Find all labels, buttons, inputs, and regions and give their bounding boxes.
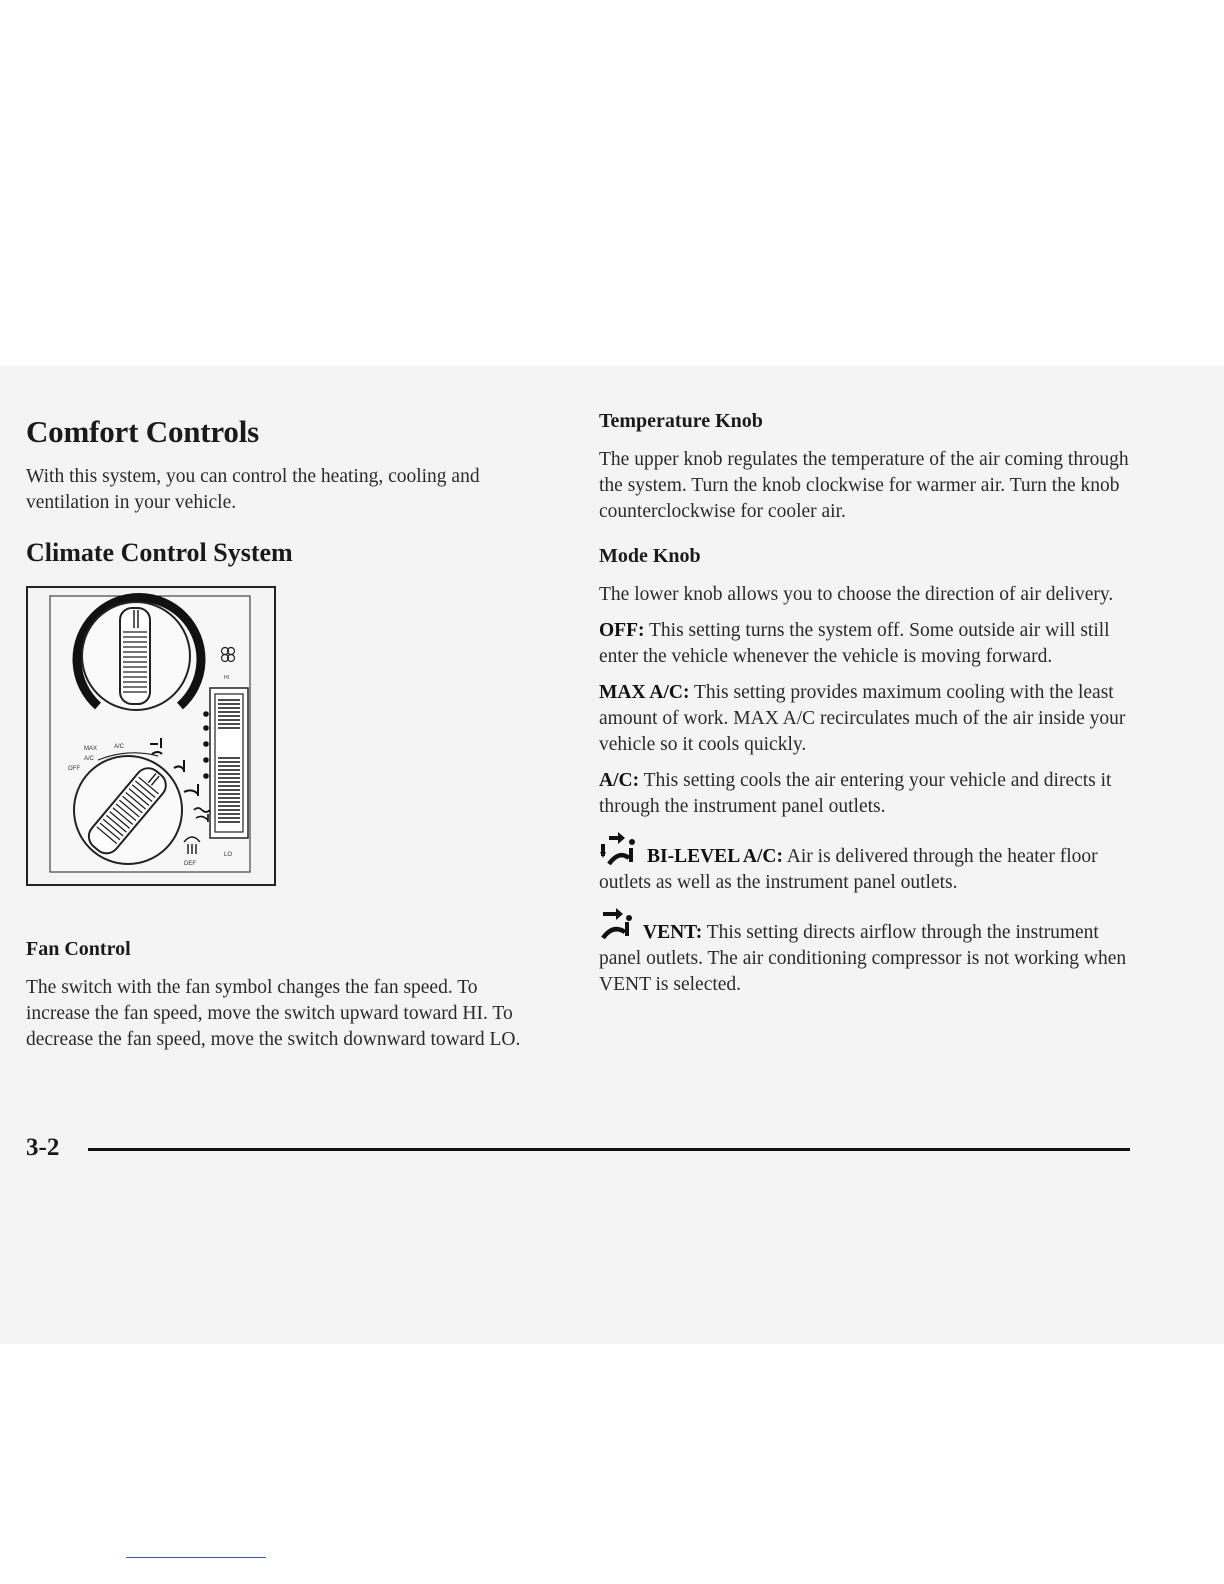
max-ac-term: MAX A/C:: [599, 682, 690, 703]
left-column: [26, 410, 546, 1063]
vent-term: VENT:: [643, 922, 703, 943]
control-panel-illustration: [28, 588, 274, 884]
vent-description: This setting directs airflow through the instrument panel outlets. The air conditioning compressor is not working when VENT is selected.: [599, 922, 1127, 995]
page-footer: [26, 1134, 1130, 1166]
ac-description: This setting cools the air entering your vehicle and directs it through the instrument panel outlets.: [599, 770, 1112, 817]
lo-label: LO: [224, 852, 233, 858]
bilevel-term: BI-LEVEL A/C:: [647, 846, 783, 867]
ac-term: A/C:: [599, 770, 640, 791]
page-number: 3-2: [26, 1134, 60, 1161]
mode-knob-paragraph: The lower knob allows you to choose the direction of air delivery.: [599, 584, 1114, 605]
max-ac-label: A/C: [84, 756, 95, 762]
fan-control-paragraph: The switch with the fan symbol changes the fan speed. To increase the fan speed, move the switch upward toward HI. To decrease the fan speed, move the switch downward toward LO.: [26, 977, 521, 1050]
off-term: OFF:: [599, 620, 645, 641]
bottom-divider: [126, 1557, 266, 1558]
fan-control-heading: Fan Control: [26, 938, 131, 960]
fan-speed-slider: [203, 688, 248, 838]
right-column: [599, 410, 1144, 1008]
off-setting-paragraph: [599, 618, 1144, 670]
def-label: DEF: [184, 861, 196, 867]
bilevel-setting-paragraph: [599, 830, 1144, 896]
bilevel-description: Air is delivered through the heater floor outlets as well as the instrument panel outlets.: [599, 846, 1098, 893]
intro-paragraph: With this system, you can control the heating, cooling and ventilation in your vehicle.: [26, 466, 480, 513]
max-label: MAX: [84, 746, 98, 752]
temperature-knob-grip: [120, 608, 150, 704]
temperature-knob-heading: Temperature Knob: [599, 410, 763, 432]
bilevel-mode-icon: [599, 830, 637, 870]
hi-label: HI: [224, 675, 229, 681]
max-ac-setting-paragraph: [599, 680, 1144, 758]
temperature-knob-paragraph: The upper knob regulates the temperature of the air coming through the system. Turn the knob clockwise for warmer air. Turn the knob counterclockwise for cooler air.: [599, 449, 1129, 522]
climate-control-diagram: [26, 586, 276, 886]
mode-knob-heading: Mode Knob: [599, 545, 701, 567]
page-title: Comfort Controls: [26, 414, 259, 449]
off-description: This setting turns the system off. Some outside air will still enter the vehicle whenever the vehicle is moving forward.: [599, 620, 1110, 667]
vent-setting-paragraph: [599, 906, 1144, 998]
max-ac-description: This setting provides maximum cooling with the least amount of work. MAX A/C recirculates much of the air inside your vehicle so it cools quickly.: [599, 682, 1126, 755]
ac-label: A/C: [114, 744, 125, 750]
footer-rule: [88, 1148, 1130, 1151]
section-title: Climate Control System: [26, 538, 293, 567]
off-label: OFF: [68, 766, 80, 772]
ac-setting-paragraph: [599, 768, 1144, 820]
vent-mode-icon: [599, 906, 633, 944]
